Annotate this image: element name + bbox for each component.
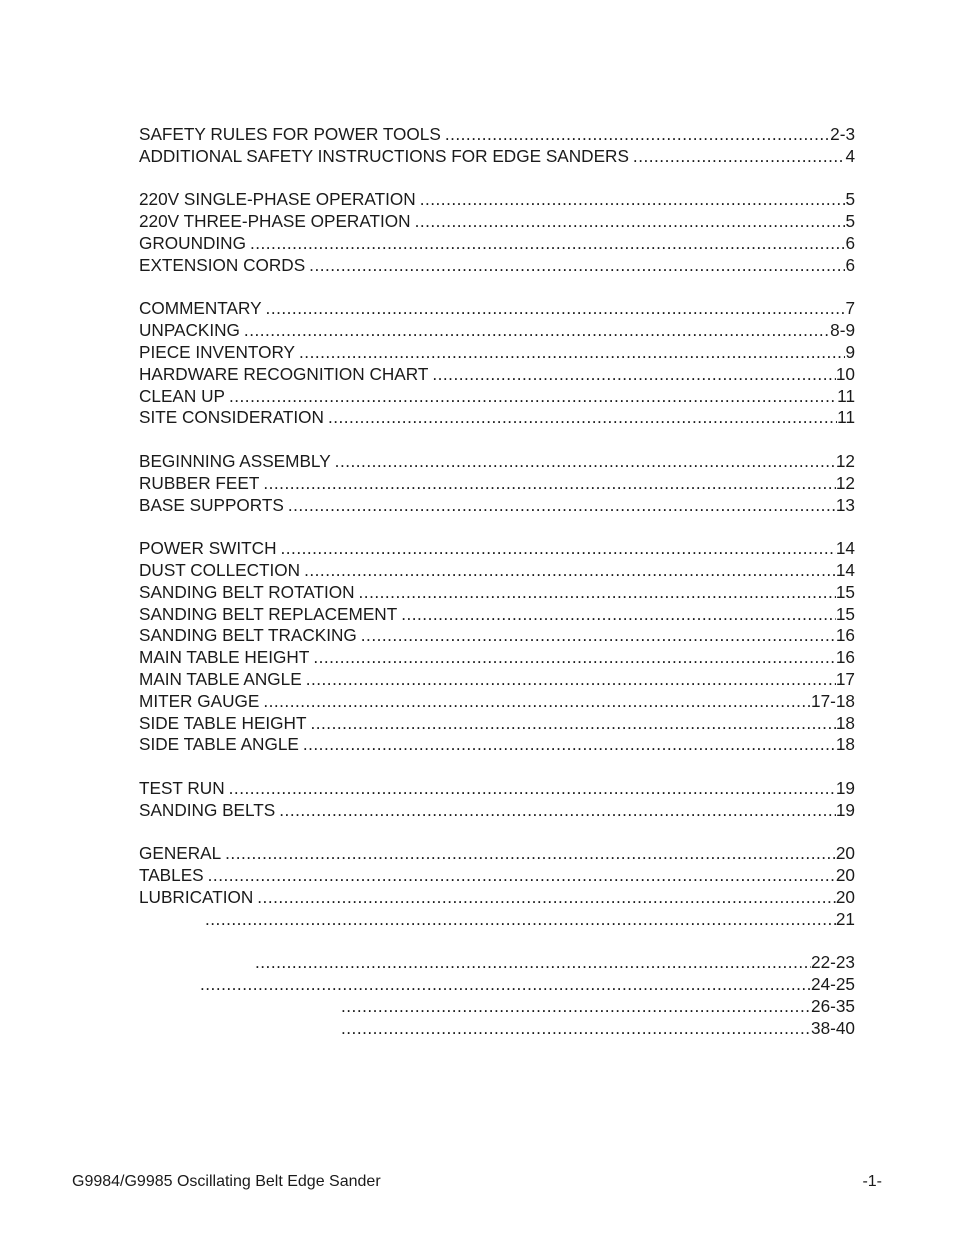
- toc-entry-page: 15: [835, 603, 855, 624]
- toc-entry: [139, 974, 855, 996]
- toc-entry-title: SANDING BELT ROTATION: [139, 581, 355, 602]
- toc-entry-page: 22-23: [811, 952, 855, 973]
- toc-dot-leader: [281, 538, 836, 560]
- toc-entry: [139, 669, 855, 691]
- toc-entry-page: 17-18: [811, 690, 855, 711]
- toc-entry-page: 20: [835, 843, 855, 864]
- toc-dot-leader: [335, 451, 836, 473]
- toc-entry-page: 12: [835, 472, 855, 493]
- toc-entry-page: 15: [835, 581, 855, 602]
- toc-entry: [139, 713, 855, 735]
- toc-dot-leader: [341, 1018, 811, 1040]
- toc-entry: [139, 146, 855, 168]
- toc-entry: [139, 887, 855, 909]
- toc-entry-title: SAFETY RULES FOR POWER TOOLS: [139, 124, 441, 144]
- toc-entry: [139, 604, 855, 626]
- toc-entry-page: 18: [835, 712, 855, 733]
- toc-entry: [139, 1018, 855, 1040]
- footer-page-number: -1-: [862, 1173, 882, 1190]
- toc-entry-page: 24-25: [811, 974, 855, 995]
- toc-entry-title: LUBRICATION: [139, 886, 254, 907]
- toc-entry: [139, 320, 855, 342]
- toc-group: [139, 124, 855, 168]
- toc-entry-page: 11: [837, 385, 855, 406]
- toc-dot-leader: [445, 124, 830, 146]
- toc-dot-leader: [432, 364, 836, 386]
- toc-dot-leader: [401, 604, 836, 626]
- toc-dot-leader: [208, 865, 836, 887]
- toc-entry-page: 16: [835, 625, 855, 646]
- toc-entry: [139, 843, 855, 865]
- toc-entry-title: BEGINNING ASSEMBLY: [139, 450, 331, 471]
- toc-dot-leader: [250, 233, 845, 255]
- toc-entry: [139, 342, 855, 364]
- toc-dot-leader: [304, 560, 836, 582]
- toc-dot-leader: [313, 647, 836, 669]
- toc-dot-leader: [341, 996, 811, 1018]
- toc-entry-title: MITER GAUGE: [139, 690, 260, 711]
- toc-entry-title: MAIN TABLE HEIGHT: [139, 647, 310, 668]
- toc-entry-title: ADDITIONAL SAFETY INSTRUCTIONS FOR EDGE SANDERS: [139, 145, 629, 166]
- toc-entry: [139, 298, 855, 320]
- toc-dot-leader: [361, 625, 836, 647]
- toc-entry-page: 2-3: [830, 124, 855, 144]
- toc-dot-leader: [225, 843, 836, 865]
- toc-entry-page: 7: [845, 298, 855, 319]
- toc-entry-page: 14: [835, 559, 855, 580]
- toc-entry-title: POWER SWITCH: [139, 538, 277, 559]
- toc-entry: [139, 778, 855, 800]
- toc-entry-title: CLEAN UP: [139, 385, 225, 406]
- toc-dot-leader: [328, 407, 837, 429]
- toc-dot-leader: [257, 887, 836, 909]
- toc-dot-leader: [415, 211, 846, 233]
- toc-entry: [139, 647, 855, 669]
- toc-entry-title: 220V THREE-PHASE OPERATION: [139, 211, 411, 232]
- toc-entry-page: 13: [835, 494, 855, 515]
- toc-entry-title: SITE CONSIDERATION: [139, 407, 324, 428]
- toc-entry: [139, 691, 855, 713]
- toc-dot-leader: [288, 495, 836, 517]
- toc-entry: [139, 625, 855, 647]
- toc-dot-leader: [200, 974, 811, 996]
- toc-entry-page: 26-35: [811, 995, 855, 1016]
- toc-entry-page: 19: [835, 777, 855, 798]
- toc-entry-page: 18: [835, 734, 855, 755]
- toc-dot-leader: [633, 146, 846, 168]
- toc-entry: [139, 996, 855, 1018]
- toc-entry-title: PIECE INVENTORY: [139, 341, 296, 362]
- table-of-contents: [139, 124, 855, 1061]
- toc-entry: [139, 538, 855, 560]
- toc-entry: [139, 407, 855, 429]
- toc-entry-title: SIDE TABLE HEIGHT: [139, 712, 307, 733]
- toc-entry-title: TEST RUN: [139, 777, 225, 798]
- toc-entry-page: 16: [835, 647, 855, 668]
- toc-entry-page: 9: [845, 341, 855, 362]
- toc-entry-title: SANDING BELT REPLACEMENT: [139, 603, 398, 624]
- toc-group: [139, 952, 855, 1039]
- toc-entry: [139, 211, 855, 233]
- toc-entry: [139, 800, 855, 822]
- toc-group: [139, 451, 855, 516]
- toc-entry: [139, 582, 855, 604]
- toc-entry-page: 17: [835, 668, 855, 689]
- toc-entry-page: 14: [835, 538, 855, 559]
- toc-entry-title: SANDING BELTS: [139, 799, 276, 820]
- toc-entry-page: 6: [845, 254, 855, 275]
- toc-entry-page: 6: [845, 232, 855, 253]
- toc-entry-page: 8-9: [830, 320, 855, 341]
- toc-entry-title: MAIN TABLE ANGLE: [139, 668, 302, 689]
- toc-entry-title: SANDING BELT TRACKING: [139, 625, 357, 646]
- toc-dot-leader: [309, 255, 845, 277]
- toc-entry-title: DUST COLLECTION: [139, 559, 301, 580]
- toc-entry: [139, 560, 855, 582]
- toc-entry-page: 20: [835, 865, 855, 886]
- toc-entry-title: HARDWARE RECOGNITION CHART: [139, 363, 429, 384]
- toc-entry-page: 5: [845, 189, 855, 210]
- toc-entry: [139, 473, 855, 495]
- toc-entry: [139, 909, 855, 931]
- toc-entry-title: GENERAL: [139, 843, 222, 864]
- toc-dot-leader: [279, 800, 836, 822]
- toc-entry: [139, 952, 855, 974]
- toc-entry-title: 220V SINGLE-PHASE OPERATION: [139, 189, 416, 210]
- toc-entry-page: 4: [845, 145, 855, 166]
- toc-entry: [139, 734, 855, 756]
- toc-entry: [139, 865, 855, 887]
- toc-dot-leader: [266, 298, 846, 320]
- toc-entry: [139, 386, 855, 408]
- toc-entry-title: GROUNDING: [139, 232, 246, 253]
- toc-dot-leader: [255, 952, 811, 974]
- toc-entry-page: 12: [835, 450, 855, 471]
- toc-dot-leader: [310, 713, 835, 735]
- toc-entry-page: 38-40: [811, 1017, 855, 1038]
- toc-dot-leader: [205, 909, 836, 931]
- toc-entry: [139, 495, 855, 517]
- toc-entry-page: 20: [835, 886, 855, 907]
- toc-entry-title: SIDE TABLE ANGLE: [139, 734, 299, 755]
- toc-group: [139, 538, 855, 756]
- footer-manual-title: G9984/G9985 Oscillating Belt Edge Sander: [72, 1173, 381, 1190]
- toc-dot-leader: [263, 691, 811, 713]
- toc-dot-leader: [299, 342, 845, 364]
- toc-group: [139, 298, 855, 429]
- toc-entry-page: 11: [837, 407, 855, 428]
- toc-entry-page: 19: [835, 799, 855, 820]
- toc-group: [139, 189, 855, 276]
- toc-entry-title: TABLES: [139, 865, 204, 886]
- toc-entry-page: 5: [845, 211, 855, 232]
- toc-group: [139, 843, 855, 930]
- toc-dot-leader: [229, 778, 836, 800]
- toc-entry: [139, 189, 855, 211]
- toc-dot-leader: [359, 582, 836, 604]
- toc-dot-leader: [420, 189, 846, 211]
- toc-entry-title: COMMENTARY: [139, 298, 262, 319]
- page-footer: [72, 1172, 882, 1192]
- toc-entry: [139, 233, 855, 255]
- toc-dot-leader: [306, 669, 836, 691]
- toc-entry: [139, 255, 855, 277]
- toc-entry-title: BASE SUPPORTS: [139, 494, 284, 515]
- toc-dot-leader: [263, 473, 836, 495]
- toc-entry-title: UNPACKING: [139, 320, 240, 341]
- toc-entry-page: 21: [835, 908, 855, 929]
- toc-entry-title: RUBBER FEET: [139, 472, 260, 493]
- toc-entry-title: EXTENSION CORDS: [139, 254, 306, 275]
- toc-dot-leader: [303, 734, 836, 756]
- toc-dot-leader: [244, 320, 830, 342]
- toc-dot-leader: [229, 386, 837, 408]
- toc-entry-page: 10: [835, 363, 855, 384]
- toc-entry: [139, 451, 855, 473]
- toc-entry: [139, 364, 855, 386]
- toc-group: [139, 778, 855, 822]
- toc-entry: [139, 124, 855, 146]
